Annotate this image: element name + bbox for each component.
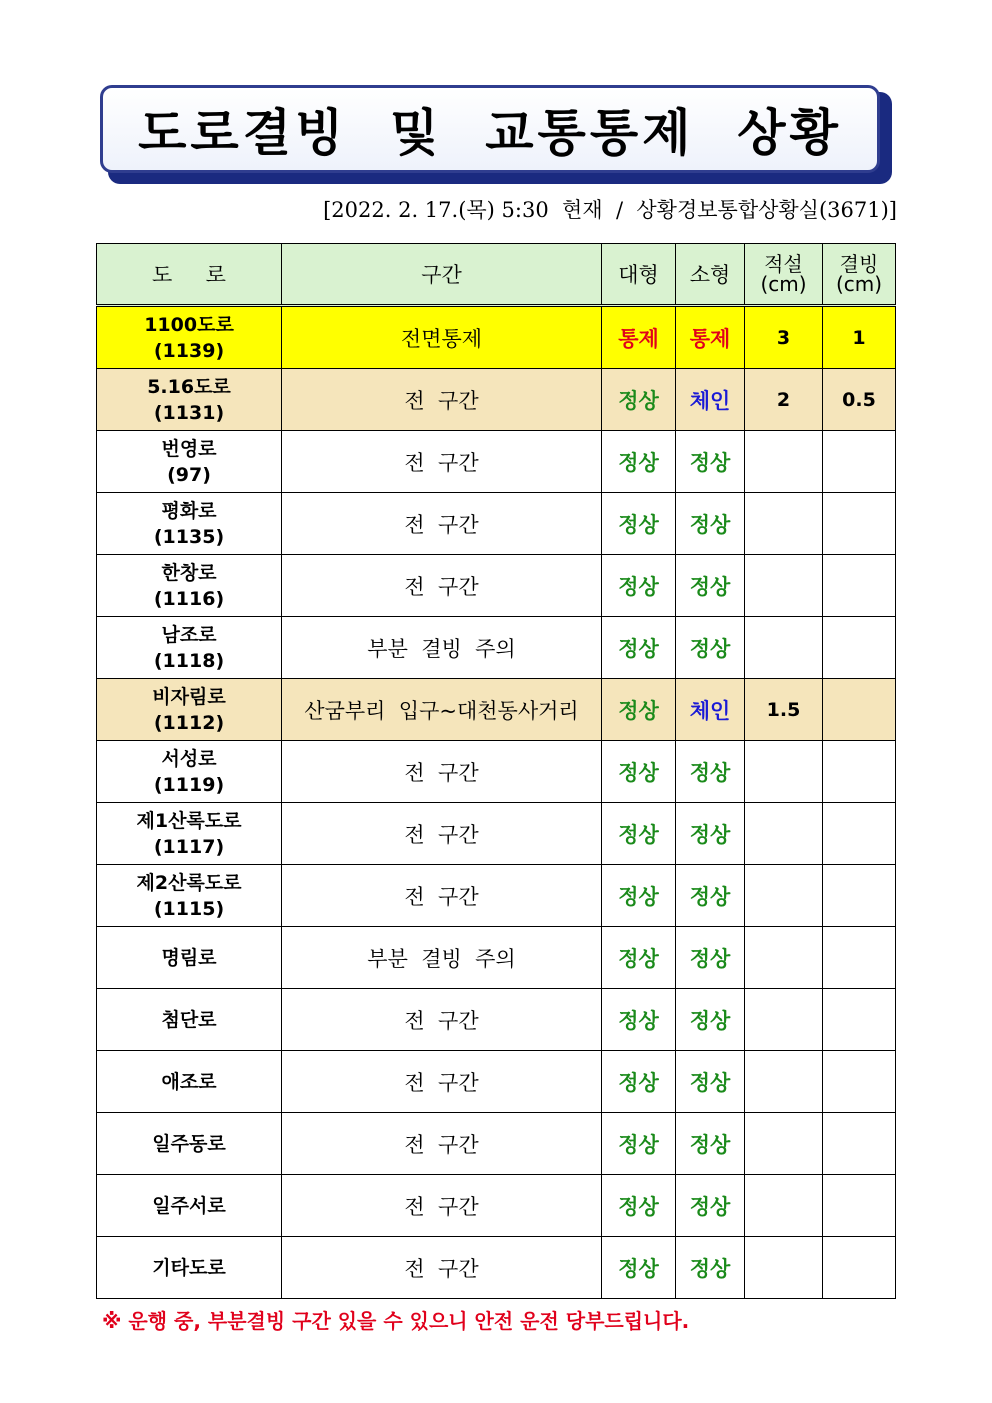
table-row xyxy=(97,1051,896,1113)
header-snowfall xyxy=(745,244,823,306)
large-vehicle-status: 정상 xyxy=(602,555,676,617)
small-vehicle-status: 정상 xyxy=(676,1237,745,1299)
road-number: (1115) xyxy=(153,897,225,920)
table-row xyxy=(97,493,896,555)
large-vehicle-status: 정상 xyxy=(602,741,676,803)
small-vehicle-status: 체인 xyxy=(676,369,745,431)
page-title: 도로결빙 및 교통통제 상황 xyxy=(138,104,842,162)
header-road: 도 로 xyxy=(97,244,282,306)
table-row xyxy=(97,989,896,1051)
large-vehicle-status: 정상 xyxy=(602,679,676,741)
table-row xyxy=(97,803,896,865)
ice-cell xyxy=(823,555,896,617)
road-name: 1100도로 xyxy=(144,313,234,336)
snowfall-cell: 3 xyxy=(745,306,823,369)
snowfall-cell xyxy=(745,1051,823,1113)
table-row xyxy=(97,555,896,617)
report-timestamp: [2022. 2. 17.(목) 5:30 현재 / 상황경보통합상황실(3671)] xyxy=(323,198,897,222)
large-vehicle-status: 정상 xyxy=(602,493,676,555)
road-name: 번영로 xyxy=(161,437,217,460)
road-name-cell xyxy=(97,865,282,927)
section-cell: 전 구간 xyxy=(282,803,602,865)
road-number: (1139) xyxy=(153,339,225,362)
ice-cell xyxy=(823,617,896,679)
small-vehicle-status: 정상 xyxy=(676,1113,745,1175)
title-banner xyxy=(100,85,880,173)
large-vehicle-status: 정상 xyxy=(602,989,676,1051)
large-vehicle-status: 정상 xyxy=(602,1113,676,1175)
road-name: 일주서로 xyxy=(152,1194,226,1217)
snowfall-cell xyxy=(745,1175,823,1237)
section-cell: 전면통제 xyxy=(282,306,602,369)
road-name-cell xyxy=(97,741,282,803)
road-name: 애조로 xyxy=(161,1070,217,1093)
road-name: 명림로 xyxy=(161,946,217,969)
road-name: 한창로 xyxy=(161,561,217,584)
road-name-cell xyxy=(97,306,282,369)
ice-cell xyxy=(823,1175,896,1237)
small-vehicle-status: 정상 xyxy=(676,493,745,555)
road-number: (97) xyxy=(167,463,211,486)
snowfall-cell xyxy=(745,865,823,927)
header-ice xyxy=(823,244,896,306)
road-name: 비자림로 xyxy=(152,685,226,708)
table-row xyxy=(97,1175,896,1237)
table-row xyxy=(97,617,896,679)
road-name: 기타도로 xyxy=(152,1256,226,1279)
small-vehicle-status: 정상 xyxy=(676,741,745,803)
large-vehicle-status: 정상 xyxy=(602,1175,676,1237)
snowfall-cell xyxy=(745,927,823,989)
section-cell: 전 구간 xyxy=(282,1051,602,1113)
large-vehicle-status: 정상 xyxy=(602,1237,676,1299)
small-vehicle-status: 정상 xyxy=(676,1051,745,1113)
road-number: (1131) xyxy=(153,401,225,424)
road-number: (1119) xyxy=(153,773,225,796)
header-section: 구간 xyxy=(282,244,602,306)
ice-cell: 1 xyxy=(823,306,896,369)
table-row xyxy=(97,431,896,493)
road-name-cell xyxy=(97,1051,282,1113)
header-large-vehicle: 대형 xyxy=(602,244,676,306)
road-name: 첨단로 xyxy=(161,1008,217,1031)
road-number: (1112) xyxy=(153,711,225,734)
small-vehicle-status: 정상 xyxy=(676,617,745,679)
large-vehicle-status: 정상 xyxy=(602,617,676,679)
road-name: 일주동로 xyxy=(152,1132,226,1155)
snowfall-cell xyxy=(745,431,823,493)
snowfall-cell xyxy=(745,555,823,617)
table-row xyxy=(97,1237,896,1299)
snowfall-cell xyxy=(745,493,823,555)
section-cell: 전 구간 xyxy=(282,555,602,617)
road-name-cell xyxy=(97,431,282,493)
table-row xyxy=(97,927,896,989)
section-cell: 전 구간 xyxy=(282,493,602,555)
ice-cell xyxy=(823,1237,896,1299)
road-name-cell xyxy=(97,617,282,679)
small-vehicle-status: 정상 xyxy=(676,431,745,493)
road-name: 5.16도로 xyxy=(147,375,231,398)
ice-cell xyxy=(823,1113,896,1175)
large-vehicle-status: 정상 xyxy=(602,431,676,493)
section-cell: 전 구간 xyxy=(282,989,602,1051)
road-number: (1117) xyxy=(153,835,225,858)
large-vehicle-status: 정상 xyxy=(602,803,676,865)
ice-cell xyxy=(823,431,896,493)
snowfall-cell xyxy=(745,989,823,1051)
road-name-cell xyxy=(97,803,282,865)
header-ice-unit: (cm) xyxy=(835,272,883,296)
snowfall-cell xyxy=(745,741,823,803)
header-snowfall-label: 적설 xyxy=(764,252,803,276)
table-header-row xyxy=(97,244,896,306)
table-row xyxy=(97,306,896,369)
small-vehicle-status: 정상 xyxy=(676,1175,745,1237)
small-vehicle-status: 정상 xyxy=(676,865,745,927)
small-vehicle-status: 통제 xyxy=(676,306,745,369)
road-number: (1135) xyxy=(153,525,225,548)
section-cell: 전 구간 xyxy=(282,431,602,493)
section-cell: 부분 결빙 주의 xyxy=(282,927,602,989)
section-cell: 전 구간 xyxy=(282,1175,602,1237)
table-row xyxy=(97,369,896,431)
road-name-cell xyxy=(97,493,282,555)
road-number: (1118) xyxy=(153,649,225,672)
ice-cell xyxy=(823,679,896,741)
snowfall-cell xyxy=(745,617,823,679)
road-name-cell xyxy=(97,679,282,741)
road-name-cell xyxy=(97,369,282,431)
road-status-table xyxy=(96,243,896,1299)
section-cell: 전 구간 xyxy=(282,865,602,927)
header-snowfall-unit: (cm) xyxy=(760,272,807,296)
road-name-cell xyxy=(97,1175,282,1237)
section-cell: 부분 결빙 주의 xyxy=(282,617,602,679)
header-ice-label: 결빙 xyxy=(839,252,879,276)
road-name-cell xyxy=(97,1237,282,1299)
small-vehicle-status: 정상 xyxy=(676,555,745,617)
road-name-cell xyxy=(97,927,282,989)
ice-cell xyxy=(823,927,896,989)
small-vehicle-status: 정상 xyxy=(676,927,745,989)
small-vehicle-status: 정상 xyxy=(676,803,745,865)
road-name: 서성로 xyxy=(161,747,217,770)
ice-cell xyxy=(823,803,896,865)
ice-cell xyxy=(823,989,896,1051)
ice-cell xyxy=(823,1051,896,1113)
table-row xyxy=(97,679,896,741)
road-name-cell xyxy=(97,555,282,617)
road-name-cell xyxy=(97,989,282,1051)
safety-notice: ※ 운행 중, 부분결빙 구간 있을 수 있으니 안전 운전 당부드립니다. xyxy=(102,1309,690,1333)
large-vehicle-status: 정상 xyxy=(602,1051,676,1113)
table-row xyxy=(97,865,896,927)
small-vehicle-status: 정상 xyxy=(676,989,745,1051)
small-vehicle-status: 체인 xyxy=(676,679,745,741)
section-cell: 산굼부리 입구~대천동사거리 xyxy=(282,679,602,741)
snowfall-cell xyxy=(745,803,823,865)
header-small-vehicle: 소형 xyxy=(676,244,745,306)
section-cell: 전 구간 xyxy=(282,741,602,803)
road-name: 남조로 xyxy=(161,623,217,646)
road-number: (1116) xyxy=(153,587,225,610)
section-cell: 전 구간 xyxy=(282,1237,602,1299)
ice-cell: 0.5 xyxy=(823,369,896,431)
snowfall-cell: 2 xyxy=(745,369,823,431)
section-cell: 전 구간 xyxy=(282,1113,602,1175)
ice-cell xyxy=(823,741,896,803)
table-row xyxy=(97,1113,896,1175)
section-cell: 전 구간 xyxy=(282,369,602,431)
large-vehicle-status: 통제 xyxy=(602,306,676,369)
large-vehicle-status: 정상 xyxy=(602,865,676,927)
ice-cell xyxy=(823,493,896,555)
road-name-cell xyxy=(97,1113,282,1175)
road-name: 제2산록도로 xyxy=(136,871,242,894)
road-name: 평화로 xyxy=(161,499,217,522)
large-vehicle-status: 정상 xyxy=(602,369,676,431)
table-row xyxy=(97,741,896,803)
snowfall-cell xyxy=(745,1237,823,1299)
snowfall-cell: 1.5 xyxy=(745,679,823,741)
large-vehicle-status: 정상 xyxy=(602,927,676,989)
snowfall-cell xyxy=(745,1113,823,1175)
road-name: 제1산록도로 xyxy=(136,809,242,832)
ice-cell xyxy=(823,865,896,927)
